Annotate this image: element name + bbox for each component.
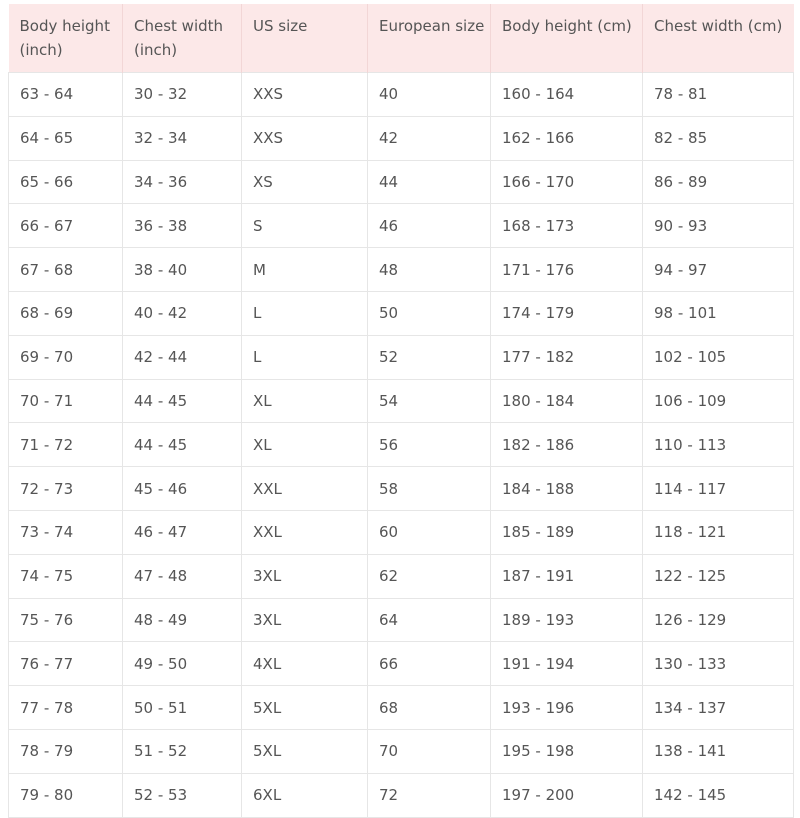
cell-chest-width-inch: 45 - 46 bbox=[123, 467, 242, 511]
cell-body-height-inch: 73 - 74 bbox=[9, 510, 123, 554]
cell-us-size: 4XL bbox=[242, 642, 368, 686]
table-row bbox=[9, 291, 794, 335]
table-row bbox=[9, 248, 794, 292]
cell-body-height-cm: 182 - 186 bbox=[491, 423, 643, 467]
cell-us-size: S bbox=[242, 204, 368, 248]
cell-body-height-cm: 174 - 179 bbox=[491, 291, 643, 335]
cell-body-height-cm: 191 - 194 bbox=[491, 642, 643, 686]
cell-us-size: M bbox=[242, 248, 368, 292]
cell-chest-width-cm: 126 - 129 bbox=[643, 598, 794, 642]
cell-chest-width-cm: 138 - 141 bbox=[643, 729, 794, 773]
cell-european-size: 68 bbox=[368, 686, 491, 730]
table-row bbox=[9, 423, 794, 467]
cell-chest-width-cm: 82 - 85 bbox=[643, 116, 794, 160]
cell-body-height-inch: 64 - 65 bbox=[9, 116, 123, 160]
header-chest-width-cm: Chest width (cm) bbox=[643, 4, 794, 73]
header-row bbox=[9, 4, 794, 73]
cell-european-size: 56 bbox=[368, 423, 491, 467]
cell-us-size: 6XL bbox=[242, 773, 368, 817]
cell-body-height-inch: 70 - 71 bbox=[9, 379, 123, 423]
cell-us-size: XL bbox=[242, 379, 368, 423]
header-us-size: US size bbox=[242, 4, 368, 73]
cell-body-height-inch: 77 - 78 bbox=[9, 686, 123, 730]
cell-us-size: XXL bbox=[242, 510, 368, 554]
cell-body-height-cm: 187 - 191 bbox=[491, 554, 643, 598]
cell-european-size: 58 bbox=[368, 467, 491, 511]
cell-european-size: 62 bbox=[368, 554, 491, 598]
cell-chest-width-inch: 42 - 44 bbox=[123, 335, 242, 379]
cell-chest-width-cm: 118 - 121 bbox=[643, 510, 794, 554]
cell-chest-width-inch: 46 - 47 bbox=[123, 510, 242, 554]
cell-chest-width-inch: 40 - 42 bbox=[123, 291, 242, 335]
cell-chest-width-inch: 44 - 45 bbox=[123, 379, 242, 423]
cell-body-height-inch: 67 - 68 bbox=[9, 248, 123, 292]
cell-body-height-inch: 74 - 75 bbox=[9, 554, 123, 598]
cell-european-size: 48 bbox=[368, 248, 491, 292]
cell-chest-width-cm: 98 - 101 bbox=[643, 291, 794, 335]
cell-chest-width-inch: 48 - 49 bbox=[123, 598, 242, 642]
cell-european-size: 52 bbox=[368, 335, 491, 379]
cell-body-height-cm: 197 - 200 bbox=[491, 773, 643, 817]
table-row bbox=[9, 773, 794, 817]
size-chart-table bbox=[8, 4, 794, 818]
cell-chest-width-inch: 30 - 32 bbox=[123, 73, 242, 117]
cell-body-height-inch: 78 - 79 bbox=[9, 729, 123, 773]
cell-chest-width-inch: 47 - 48 bbox=[123, 554, 242, 598]
cell-us-size: 5XL bbox=[242, 729, 368, 773]
table-row bbox=[9, 204, 794, 248]
cell-us-size: L bbox=[242, 291, 368, 335]
cell-chest-width-cm: 94 - 97 bbox=[643, 248, 794, 292]
table-row bbox=[9, 598, 794, 642]
cell-chest-width-inch: 32 - 34 bbox=[123, 116, 242, 160]
size-chart-container bbox=[8, 4, 793, 818]
cell-body-height-inch: 72 - 73 bbox=[9, 467, 123, 511]
cell-chest-width-inch: 36 - 38 bbox=[123, 204, 242, 248]
cell-body-height-cm: 180 - 184 bbox=[491, 379, 643, 423]
cell-european-size: 46 bbox=[368, 204, 491, 248]
cell-body-height-inch: 69 - 70 bbox=[9, 335, 123, 379]
cell-body-height-inch: 65 - 66 bbox=[9, 160, 123, 204]
cell-body-height-cm: 195 - 198 bbox=[491, 729, 643, 773]
cell-us-size: XXL bbox=[242, 467, 368, 511]
cell-body-height-inch: 79 - 80 bbox=[9, 773, 123, 817]
cell-european-size: 64 bbox=[368, 598, 491, 642]
cell-chest-width-cm: 122 - 125 bbox=[643, 554, 794, 598]
table-row bbox=[9, 116, 794, 160]
cell-us-size: XXS bbox=[242, 73, 368, 117]
cell-chest-width-inch: 34 - 36 bbox=[123, 160, 242, 204]
cell-us-size: 3XL bbox=[242, 598, 368, 642]
cell-body-height-cm: 168 - 173 bbox=[491, 204, 643, 248]
cell-chest-width-inch: 50 - 51 bbox=[123, 686, 242, 730]
cell-chest-width-cm: 134 - 137 bbox=[643, 686, 794, 730]
cell-chest-width-inch: 44 - 45 bbox=[123, 423, 242, 467]
table-row bbox=[9, 379, 794, 423]
table-row bbox=[9, 642, 794, 686]
table-row bbox=[9, 686, 794, 730]
cell-body-height-inch: 68 - 69 bbox=[9, 291, 123, 335]
cell-body-height-inch: 66 - 67 bbox=[9, 204, 123, 248]
table-header bbox=[9, 4, 794, 73]
cell-chest-width-cm: 102 - 105 bbox=[643, 335, 794, 379]
cell-body-height-inch: 76 - 77 bbox=[9, 642, 123, 686]
cell-european-size: 72 bbox=[368, 773, 491, 817]
cell-chest-width-cm: 114 - 117 bbox=[643, 467, 794, 511]
header-body-height-inch: Body height (inch) bbox=[9, 4, 123, 73]
cell-body-height-inch: 71 - 72 bbox=[9, 423, 123, 467]
cell-body-height-cm: 193 - 196 bbox=[491, 686, 643, 730]
cell-european-size: 50 bbox=[368, 291, 491, 335]
cell-european-size: 70 bbox=[368, 729, 491, 773]
cell-chest-width-inch: 51 - 52 bbox=[123, 729, 242, 773]
cell-body-height-cm: 189 - 193 bbox=[491, 598, 643, 642]
cell-chest-width-cm: 110 - 113 bbox=[643, 423, 794, 467]
cell-european-size: 54 bbox=[368, 379, 491, 423]
cell-body-height-cm: 166 - 170 bbox=[491, 160, 643, 204]
cell-chest-width-inch: 49 - 50 bbox=[123, 642, 242, 686]
cell-body-height-cm: 162 - 166 bbox=[491, 116, 643, 160]
cell-body-height-cm: 184 - 188 bbox=[491, 467, 643, 511]
cell-chest-width-inch: 52 - 53 bbox=[123, 773, 242, 817]
cell-chest-width-cm: 130 - 133 bbox=[643, 642, 794, 686]
cell-body-height-cm: 171 - 176 bbox=[491, 248, 643, 292]
cell-us-size: 3XL bbox=[242, 554, 368, 598]
cell-us-size: XS bbox=[242, 160, 368, 204]
table-body bbox=[9, 73, 794, 818]
cell-chest-width-cm: 106 - 109 bbox=[643, 379, 794, 423]
header-body-height-cm: Body height (cm) bbox=[491, 4, 643, 73]
cell-chest-width-cm: 86 - 89 bbox=[643, 160, 794, 204]
cell-us-size: L bbox=[242, 335, 368, 379]
cell-european-size: 60 bbox=[368, 510, 491, 554]
cell-european-size: 42 bbox=[368, 116, 491, 160]
table-row bbox=[9, 510, 794, 554]
cell-european-size: 66 bbox=[368, 642, 491, 686]
cell-chest-width-cm: 142 - 145 bbox=[643, 773, 794, 817]
cell-chest-width-cm: 78 - 81 bbox=[643, 73, 794, 117]
header-european-size: European size bbox=[368, 4, 491, 73]
table-row bbox=[9, 335, 794, 379]
table-row bbox=[9, 554, 794, 598]
table-row bbox=[9, 160, 794, 204]
cell-european-size: 40 bbox=[368, 73, 491, 117]
cell-us-size: XXS bbox=[242, 116, 368, 160]
table-row bbox=[9, 73, 794, 117]
cell-chest-width-inch: 38 - 40 bbox=[123, 248, 242, 292]
cell-us-size: XL bbox=[242, 423, 368, 467]
cell-body-height-inch: 63 - 64 bbox=[9, 73, 123, 117]
table-row bbox=[9, 729, 794, 773]
cell-body-height-cm: 185 - 189 bbox=[491, 510, 643, 554]
cell-body-height-cm: 177 - 182 bbox=[491, 335, 643, 379]
cell-body-height-inch: 75 - 76 bbox=[9, 598, 123, 642]
cell-chest-width-cm: 90 - 93 bbox=[643, 204, 794, 248]
table-row bbox=[9, 467, 794, 511]
cell-european-size: 44 bbox=[368, 160, 491, 204]
cell-body-height-cm: 160 - 164 bbox=[491, 73, 643, 117]
cell-us-size: 5XL bbox=[242, 686, 368, 730]
header-chest-width-inch: Chest width (inch) bbox=[123, 4, 242, 73]
